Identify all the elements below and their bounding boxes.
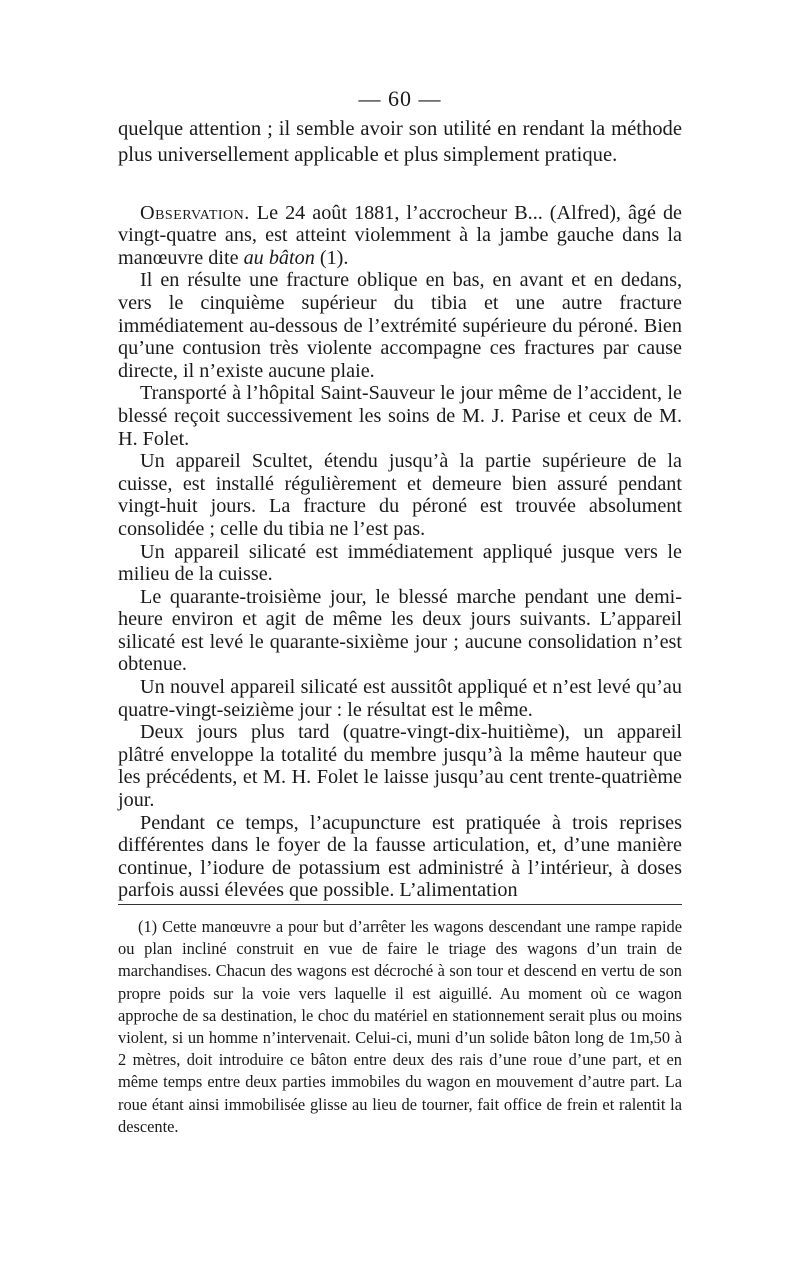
paragraph-transport: Transporté à l’hôpital Saint-Sauveur le jour même de l’accident, le blessé reçoit successivement les soins de M. J. Parise et ceux de M. H. Folet.: [118, 382, 682, 450]
paragraph-silicate-1: Un appareil silicaté est immédiatement appliqué jusque vers le milieu de la cuisse.: [118, 540, 682, 586]
paragraph-fracture: Il en résulte une fracture oblique en bas, en avant et en dedans, vers le cinquième supérieur du tibia et une autre fracture immédiatement au-dessous de l’extrémité supérieure du péroné. Bien qu’une contusion très violente accompagne ces fractures par cause directe, il n’existe aucune plaie.: [118, 269, 682, 382]
observation-paragraph: [118, 202, 682, 270]
intro-paragraph: quelque attention ; il semble avoir son utilité en rendant la méthode plus universellement applicable et plus simplement pratique.: [118, 118, 682, 167]
footnote: (1) Cette manœuvre a pour but d’arrêter les wagons descendant une rampe rapide ou plan incliné construit en vue de faire le triage des wagons d’un train de marchandises. Chacun des wagons est décroché à son tour et descend en vertu de son propre poids sur la voie vers laquelle il est aiguillé. Au moment où ce wagon approche de sa destination, le choc du matériel en stationnement serait plus ou moins violent, si un homme n’intervenait. Celui-ci, muni d’un solide bâton long de 1m,50 à 2 mètres, doit introduire ce bâton entre deux des rais d’une roue d’une part, et en même temps entre deux parties immobiles du wagon en mouvement d’autre part. La roue étant ainsi immobilisée glisse au lieu de tourner, fait office de frein et ralentit la descente.: [118, 917, 682, 1136]
observation-text-before: Le 24 août 1881, l’accrocheur B... (Alfred), âgé de vingt-quatre ans, est atteint violemment à la jambe gauche dans la manœuvre dite: [118, 201, 682, 269]
observation-label: Observation.: [140, 201, 250, 224]
paragraph-scultet: Un appareil Scultet, étendu jusqu’à la partie supérieure de la cuisse, est installé régulièrement et demeure bien assuré pendant vingt-huit jours. La fracture du péroné est trouvée absolument consolidée ; celle du tibia ne l’est pas.: [118, 450, 682, 540]
paragraph-platre: Deux jours plus tard (quatre-vingt-dix-huitième), un appareil plâtré enveloppe la totalité du membre jusqu’à la même hauteur que les précédents, et M. H. Folet le laisse jusqu’au cent trente-quatrième jour.: [118, 721, 682, 812]
main-text: [118, 116, 682, 902]
paragraph-acupuncture: Pendant ce temps, l’acupuncture est pratiquée à trois reprises différentes dans le foyer de la fausse articulation, et, d’une manière continue, l’iodure de potassium est administré à l’intérieur, à doses parfois aussi élevées que possible. L’alimentation: [118, 811, 682, 902]
observation-italic: au bâton: [243, 246, 315, 269]
observation-text-after: (1).: [314, 246, 349, 269]
paragraph-day-43: Le quarante-troisième jour, le blessé marche pendant une demi-heure environ et agit de même les deux jours suivants. L’appareil silicaté est levé le quarante-sixième jour ; aucune consolidation n’est obtenue.: [118, 585, 682, 676]
paragraph-silicate-2: Un nouvel appareil silicaté est aussitôt appliqué et n’est levé qu’au quatre-vingt-seizième jour : le résultat est le même.: [118, 676, 682, 721]
page-number: — 60 —: [358, 86, 442, 111]
footnote-divider: [118, 904, 682, 905]
